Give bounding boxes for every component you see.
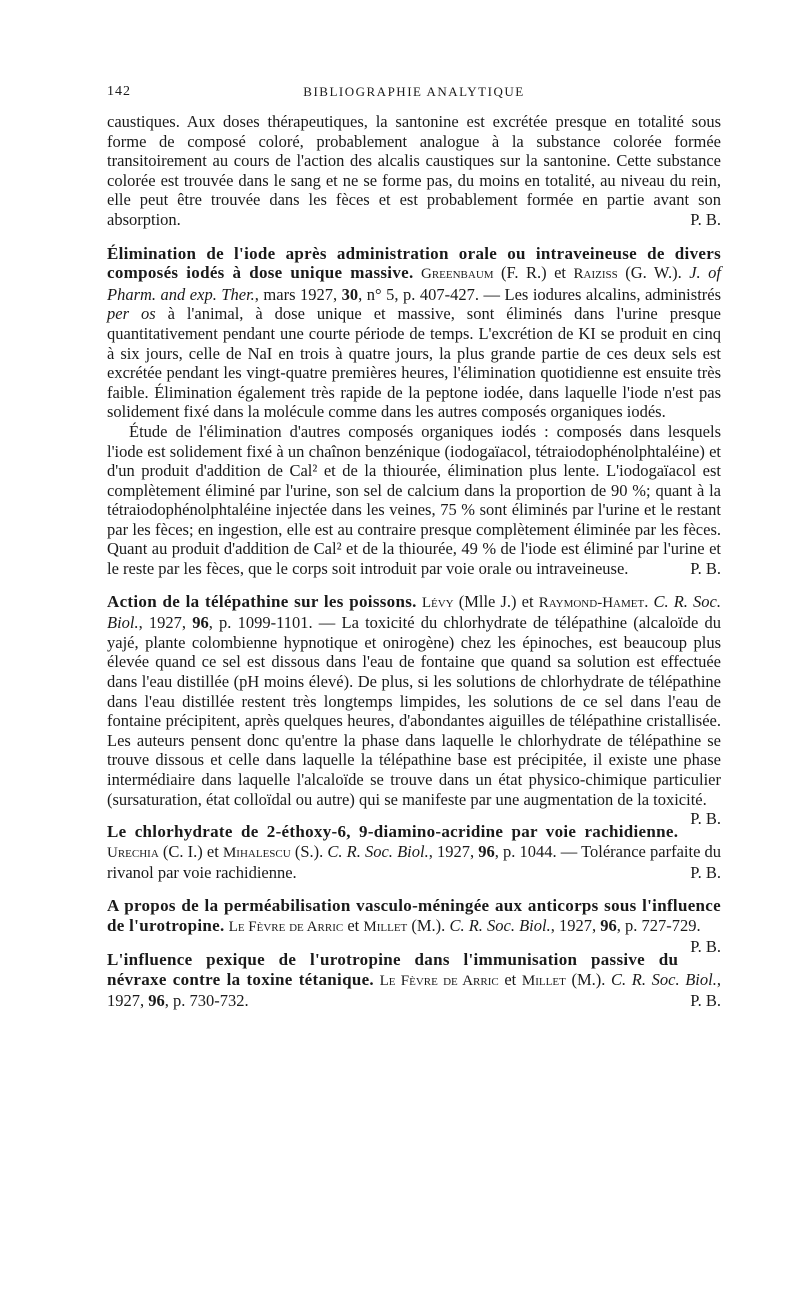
author-initials: (M.). (407, 915, 450, 935)
author-initials: (S.). (290, 841, 328, 861)
citation-part: , n° 5, p. 407-427. — (358, 284, 505, 304)
volume-number: 96 (478, 841, 495, 861)
running-title: BIBLIOGRAPHIE ANALYTIQUE (303, 84, 525, 99)
entry-paragraph (107, 244, 721, 422)
abstract-text: Les iodures alcalins, administrés (504, 284, 722, 304)
author-name: Mihalescu (222, 844, 291, 861)
signature: P. B. (690, 863, 721, 883)
citation-part: , 1927, (550, 915, 601, 935)
journal-name: C. R. Soc. Biol. (611, 969, 717, 989)
author-initials: (C. I.) et (158, 841, 223, 861)
abstract-italic: per os (107, 304, 156, 324)
volume-number: 96 (600, 915, 617, 935)
signature: P. B. (690, 991, 721, 1011)
author-initials: (Mlle J.) et (453, 591, 539, 611)
signature: P. B. (690, 209, 721, 229)
author-name: Greenbaum (421, 266, 494, 283)
running-header (107, 84, 721, 108)
entry-paragraph (107, 895, 721, 957)
author-name: Le Fèvre de Arric (379, 972, 499, 989)
signature: P. B. (690, 559, 721, 579)
page (107, 84, 721, 1011)
abstract-text: La toxicité du chlorhydrate de télépathine (alcaloïde du yajé, plante colombienne hypnotique et onirogène) chez les épinoches, est beaucoup plus élevée quand ce sel est dissous dans l'eau de fontaine que quand sa solution est effectuée dans l'eau distillée (pH moins élevé). De plus, si les solutions de chlorhydrate de télépathine dans l'eau distillée restent très longtemps limpides, les solutions de ce sel dans l'eau de fontaine précipitent, après quelques heures, d'abondantes aiguilles de télépathine cristallisée. Les auteurs pensent donc qu'entre la phase dans laquelle le chlorhydrate de télépathine se trouve dissous et celle dans laquelle la télépathine base est précipitée, il existe une phase intermédiaire dans laquelle l'alcaloïde se trouve dans un état physico-chimique particulier (sursaturation, état colloïdal ou autre) qui se manifeste par une augmentation de la toxicité. (107, 613, 722, 809)
author-name: Millet (521, 972, 566, 989)
volume-number: 30 (341, 284, 359, 304)
journal-name: C. R. Soc. Biol. (449, 915, 551, 935)
author-initials: et (498, 969, 522, 989)
bibliography-entry (107, 244, 721, 579)
signature: P. B. (690, 937, 721, 957)
citation-part: , mars 1927, (254, 284, 342, 304)
citation-part: , p. 1099-1101. — (208, 613, 342, 633)
author-initials: (F. R.) et (493, 263, 574, 283)
abstract-text: Tolérance parfaite du rivanol par voie rachidienne. (107, 841, 722, 883)
entry-title: Le chlorhydrate de 2-éthoxy-6, 9-diamino-acridine par voie rachidienne. (107, 822, 679, 842)
entry-title: L'influence pexique de l'urotropine dans l'immunisation passive du névraxe contre la toxine tétanique. (107, 950, 679, 989)
author-initials: et (343, 915, 364, 935)
entry-paragraph (107, 591, 722, 829)
citation-part: , p. 727-729. (616, 915, 701, 935)
signature: P. B. (690, 809, 721, 829)
bibliography-entry (107, 591, 722, 829)
citation-part: , p. 1044. — (494, 841, 582, 861)
author-name: Lévy (421, 594, 454, 611)
author-initials: (G. W.). (617, 263, 690, 283)
author-name: Le Fèvre de Arric (228, 918, 344, 935)
page-number: 142 (107, 84, 131, 99)
citation-part: , 1927, (107, 969, 721, 1011)
citation-part: , 1927, (428, 841, 479, 861)
author-initials: (M.). (565, 969, 612, 989)
entry-title: Action de la télépathine sur les poissons. (107, 591, 417, 611)
citation-part: , 1927, (138, 613, 193, 633)
abstract-text: Étude de l'élimination d'autres composés organiques iodés : composés dans lesquels l'iode est solidement fixé à un chaînon benzénique (iodogaïacol, tétraiodophénolphtaléine) et d'un produit d'addition de Cal² et de la thiourée, élimination plus lente. L'iodogaïacol est complètement éliminé par l'urine, son sel de calcium dans la proportion de 90 %; quant à la tétraiodophénolphtaléine injectée dans les veines, 75 % sont éliminés par l'urine et le restant par les fèces; en ingestion, elle est au contraire presque complètement éliminée par les fèces. Quant au produit d'addition de Cal² et de la thiourée, 49 % de l'iode est éliminé par l'urine et le reste par les fèces, que le corps soit introduit par voie orale ou intraveineuse. (107, 421, 721, 579)
journal-name: J. of Pharm. and exp. Ther. (107, 263, 721, 304)
entry-paragraph (107, 822, 721, 883)
citation-part: , p. 730-732. (164, 991, 249, 1011)
journal-name: C. R. Soc. Biol. (327, 841, 429, 861)
journal-name: C. R. Soc. Biol. (107, 591, 721, 633)
author-name: Raiziss (573, 266, 618, 283)
entry-paragraph (107, 950, 721, 1011)
entry-title: Élimination de l'iode après administration orale ou intraveineuse de divers composés iodés à dose unique massive. (107, 243, 721, 283)
volume-number: 96 (148, 991, 165, 1011)
author-name: Raymond-Hamet (538, 594, 645, 611)
carryover-paragraph (107, 112, 721, 230)
bibliography-entry (107, 895, 721, 957)
carryover-text: caustiques. Aux doses thérapeutiques, la santonine est excrétée presque en totalité sous forme de composé coloré, probablement analogue à la substance colorée formée transitoirement au cours de l'action des alcalis caustiques sur la santonine. Cette substance colorée est trouvée dans le sang et ne se forme pas, du moins en totalité, au niveau du rein, elle peut être trouvée dans les fèces et est probablement formée en partie avant son absorption. (107, 112, 721, 229)
author-name: Urechia (107, 844, 159, 861)
author-initials: . (644, 591, 654, 611)
entry-title: A propos de la perméabilisation vasculo-méningée aux anticorps sous l'influence de l'urotropine. (107, 895, 721, 935)
bibliography-entry (107, 950, 721, 1011)
volume-number: 96 (192, 613, 209, 633)
author-name: Millet (363, 918, 408, 935)
abstract-text: à l'animal, à dose unique et massive, sont éliminés dans l'urine presque quantitativement pendant une courte période de temps. L'excrétion de KI se produit en cinq à six jours, celle de NaI en trois à quatre jours, la plus grande partie de ces deux sels est excrétée pendant les vingt-quatre premières heures, l'élimination quotidienne est ensuite très faible. Élimination également très rapide de la peptone iodée, dans laquelle l'iode n'est pas solidement fixé dans la molécule comme dans les autres composés organiques iodés. (107, 304, 722, 422)
entry-paragraph (107, 422, 721, 579)
bibliography-entry (107, 822, 721, 883)
